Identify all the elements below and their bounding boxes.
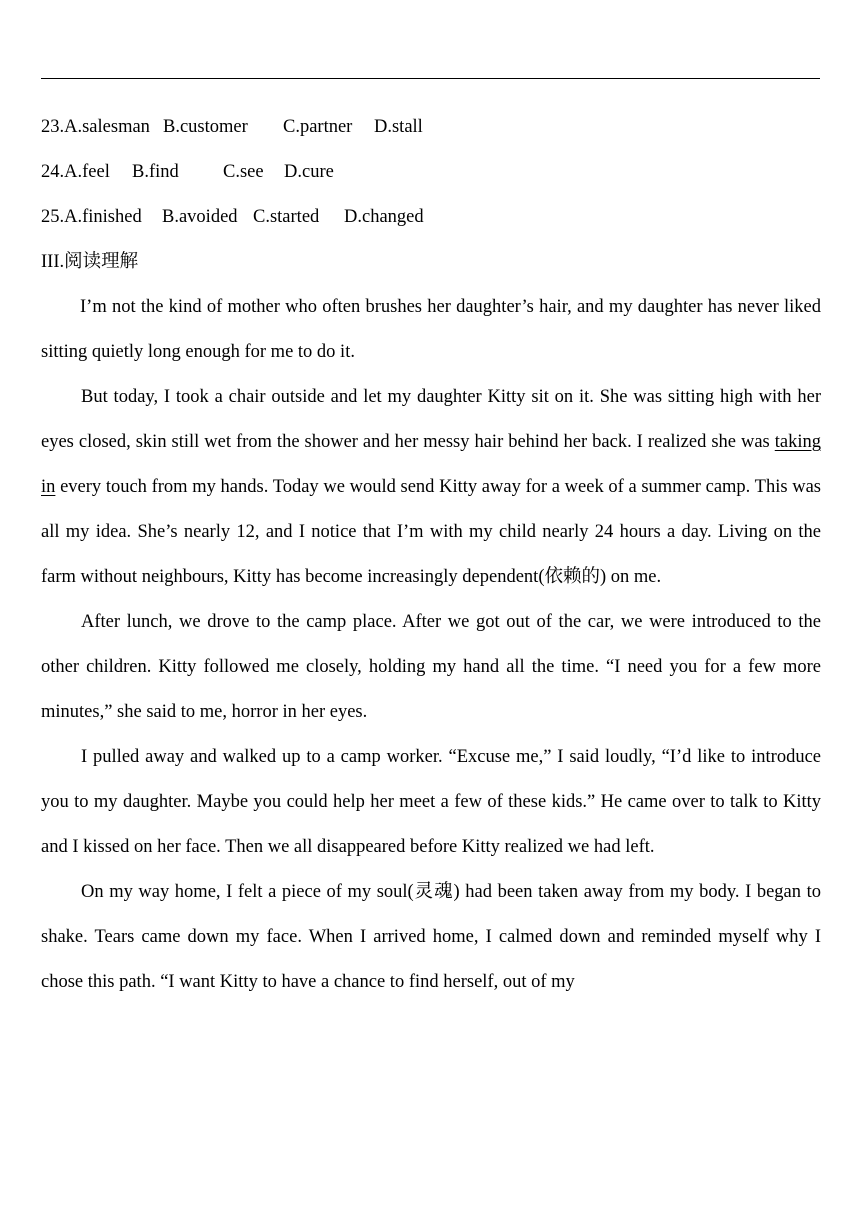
- option-b: B.avoided: [162, 207, 238, 227]
- question-number: 25.A.finished: [41, 207, 142, 227]
- option-c: C.started: [253, 207, 320, 227]
- question-24: [41, 160, 334, 184]
- question-25: [41, 205, 424, 229]
- question-number: 23.A.salesman: [41, 117, 150, 137]
- paragraph-1: I’m not the kind of mother who often brushes her daughter’s hair, and my daughter has never liked sitting quietly long enough for me to do it.: [41, 297, 821, 362]
- option-c: C.see: [223, 162, 264, 182]
- paragraph-5: On my way home, I felt a piece of my soul(灵魂) had been taken away from my body. I began to shake. Tears came down my face. When I arrived home, I calmed down and reminded myself why I chose this path. “I want Kitty to have a chance to find herself, out of my: [41, 882, 821, 992]
- option-c: C.partner: [283, 117, 353, 137]
- paragraph-4: I pulled away and walked up to a camp worker. “Excuse me,” I said loudly, “I’d like to introduce you to my daughter. Maybe you could help her meet a few of these kids.” He came over to talk to Kitty and I kissed on her face. Then we all disappeared before Kitty realized we had left.: [41, 747, 821, 857]
- question-23: [41, 115, 423, 139]
- header-rule: [41, 78, 820, 79]
- option-b: B.customer: [163, 117, 248, 137]
- option-d: D.stall: [374, 117, 423, 137]
- underlined-phrase: taking in: [41, 432, 821, 497]
- paragraph-2: But today, I took a chair outside and let my daughter Kitty sit on it. She was sitting high with her eyes closed, skin still wet from the shower and her messy hair behind her back. I realized she was taking in every touch from my hands. Today we would send Kitty away for a week of a summer camp. This was all my idea. She’s nearly 12, and I notice that I’m with my child nearly 24 hours a day. Living on the farm without neighbours, Kitty has become increasingly dependent(依赖的) on me.: [41, 387, 821, 587]
- reading-passage: [41, 285, 821, 1005]
- paragraph-3: After lunch, we drove to the camp place. After we got out of the car, we were introduced to the other children. Kitty followed me closely, holding my hand all the time. “I need you for a few more minutes,” she said to me, horror in her eyes.: [41, 612, 821, 722]
- option-b: B.find: [132, 162, 179, 182]
- option-d: D.cure: [284, 162, 334, 182]
- question-number: 24.A.feel: [41, 162, 110, 182]
- option-d: D.changed: [344, 207, 424, 227]
- section-heading: III.阅读理解: [41, 252, 139, 272]
